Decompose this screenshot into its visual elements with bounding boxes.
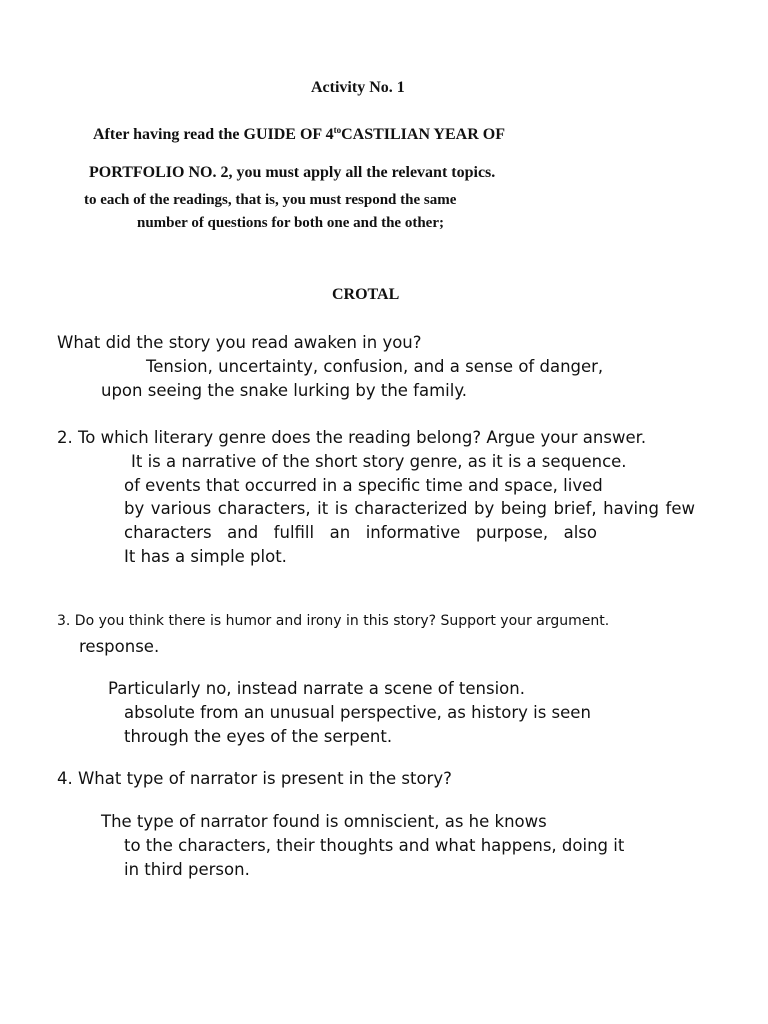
answer-2-line-1: It is a narrative of the short story genre, as it is a sequence. xyxy=(131,452,627,471)
intro-line-4: number of questions for both one and the other; xyxy=(137,215,444,231)
question-3-continuation: response. xyxy=(79,637,160,656)
intro-line-1-superscript: to xyxy=(333,125,342,135)
answer-2-line-3: by various characters, it is characterized by being brief, having few xyxy=(124,499,695,518)
intro-line-1-pre: After having read the GUIDE OF 4 xyxy=(93,126,334,143)
answer-2-line-5: It has a simple plot. xyxy=(124,547,287,566)
answer-2-line-2: of events that occurred in a specific time and space, lived xyxy=(124,476,603,495)
question-4: 4. What type of narrator is present in the story? xyxy=(57,769,452,788)
intro-line-2: PORTFOLIO NO. 2, you must apply all the relevant topics. xyxy=(89,164,496,181)
intro-line-3: to each of the readings, that is, you must respond the same xyxy=(84,192,457,208)
question-2: 2. To which literary genre does the reading belong? Argue your answer. xyxy=(57,428,647,447)
answer-4-line-2: to the characters, their thoughts and what happens, doing it xyxy=(124,836,625,855)
answer-1-line-2: upon seeing the snake lurking by the family. xyxy=(101,381,468,400)
answer-1-line-1: Tension, uncertainty, confusion, and a sense of danger, xyxy=(146,357,604,376)
question-3: 3. Do you think there is humor and irony in this story? Support your argument. xyxy=(57,613,610,629)
answer-4-line-3: in third person. xyxy=(124,860,250,879)
answer-2-line-4: characters and fulfill an informative purpose, also xyxy=(124,523,597,542)
intro-line-1 xyxy=(93,127,505,143)
question-1: What did the story you read awaken in you? xyxy=(57,333,422,352)
section-title: CROTAL xyxy=(332,286,400,303)
answer-4-line-1: The type of narrator found is omniscient, as he knows xyxy=(101,812,547,831)
intro-line-1-post: CASTILIAN YEAR OF xyxy=(341,126,505,143)
activity-title: Activity No. 1 xyxy=(311,79,405,96)
answer-3-line-1: Particularly no, instead narrate a scene of tension. xyxy=(108,679,525,698)
answer-3-line-2: absolute from an unusual perspective, as history is seen xyxy=(124,703,591,722)
answer-3-line-3: through the eyes of the serpent. xyxy=(124,727,393,746)
